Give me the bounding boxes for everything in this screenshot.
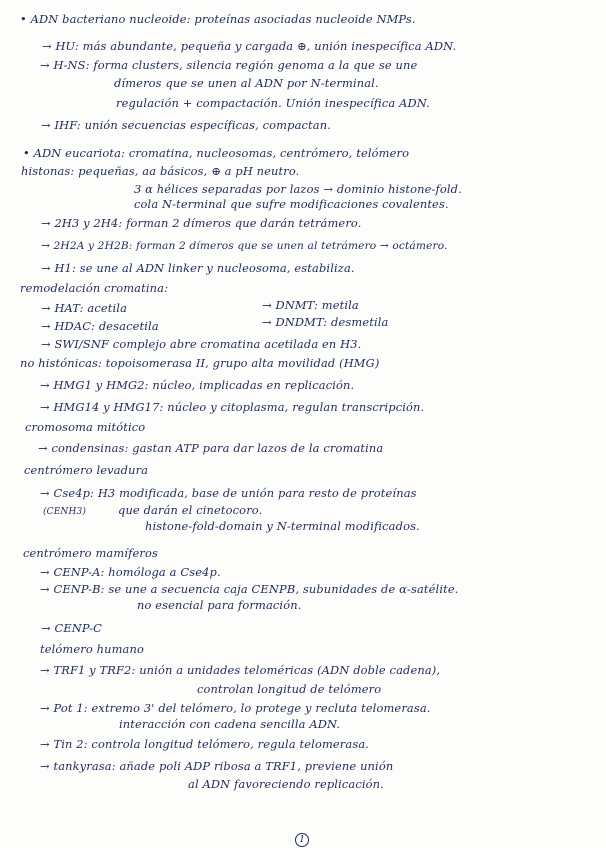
note-line: → 2H3 y 2H4: forman 2 dímeros que darán tetrámero. [41,216,362,230]
note-line: centrómero levadura [24,463,149,477]
note-line: → HMG1 y HMG2: núcleo, implicadas en replicación. [40,378,355,392]
note-line: histone-fold-domain y N-terminal modificados. [145,519,420,533]
note-line: cola N-terminal que sufre modificaciones covalentes. [134,197,449,211]
note-line: • ADN eucariota: cromatina, nucleosomas, centrómero, telómero [23,146,410,160]
note-line: → SWI/SNF complejo abre cromatina acetilada en H3. [41,337,362,351]
note-line: → HDAC: desacetila [41,319,159,333]
note-line: al ADN favoreciendo replicación. [188,777,384,791]
note-line: → CENP-A: homóloga a Cse4p. [40,565,221,579]
note-line: • ADN bacteriano nucleoide: proteínas asociadas nucleoide NMPs. [20,12,416,26]
note-line: → tankyrasa: añade poli ADP ribosa a TRF1, previene unión [40,759,394,773]
note-line: centrómero mamíferos [23,546,158,560]
note-line: → CENP-B: se une a secuencia caja CENPB, subunidades de α-satélite. [40,582,459,596]
note-line: → DNMT: metila [262,298,359,312]
note-line: → IHF: unión secuencias específicas, compactan. [41,118,331,132]
note-line: → HU: más abundante, pequeña y cargada ⊕, unión inespecífica ADN. [42,39,457,53]
note-line: que darán el cinetocoro. [118,503,263,517]
note-line: remodelación cromatina: [20,281,169,295]
note-line: → Cse4p: H3 modificada, base de unión para resto de proteínas [40,486,417,500]
note-line: (CENH3) [43,507,86,517]
page-number: 1 [295,833,309,847]
note-line: → H1: se une al ADN linker y nucleosoma, estabiliza. [41,261,355,275]
note-line: cromosoma mitótico [25,420,146,434]
note-line: no histónicas: topoisomerasa II, grupo alta movilidad (HMG) [20,356,380,370]
note-line: → TRF1 y TRF2: unión a unidades teloméricas (ADN doble cadena), [40,663,441,677]
note-line: regulación + compactación. Unión inespecífica ADN. [116,96,430,110]
note-line: → HMG14 y HMG17: núcleo y citoplasma, regulan transcripción. [40,400,425,414]
note-line: telómero humano [40,642,144,656]
note-line: → DNDMT: desmetila [262,315,389,329]
note-line: → H-NS: forma clusters, silencia región genoma a la que se une [40,58,418,72]
note-line: 3 α hélices separadas por lazos → dominio histone-fold. [134,182,462,196]
note-line: → HAT: acetila [41,301,128,315]
note-line: → Pot 1: extremo 3' del telómero, lo protege y recluta telomerasa. [40,701,431,715]
note-line: histonas: pequeñas, aa básicos, ⊕ a pH neutro. [21,164,300,178]
note-line: controlan longitud de telómero [197,682,382,696]
note-line: interacción con cadena sencilla ADN. [119,717,341,731]
note-line: → Tin 2: controla longitud telómero, regula telomerasa. [40,737,370,751]
note-line: dímeros que se unen al ADN por N-terminal. [114,76,379,90]
note-line: no esencial para formación. [137,598,302,612]
note-line: → 2H2A y 2H2B: forman 2 dímeros que se unen al tetrámero → octámero. [41,240,448,252]
note-line: → CENP-C [41,621,102,635]
note-line: → condensinas: gastan ATP para dar lazos de la cromatina [38,441,384,455]
